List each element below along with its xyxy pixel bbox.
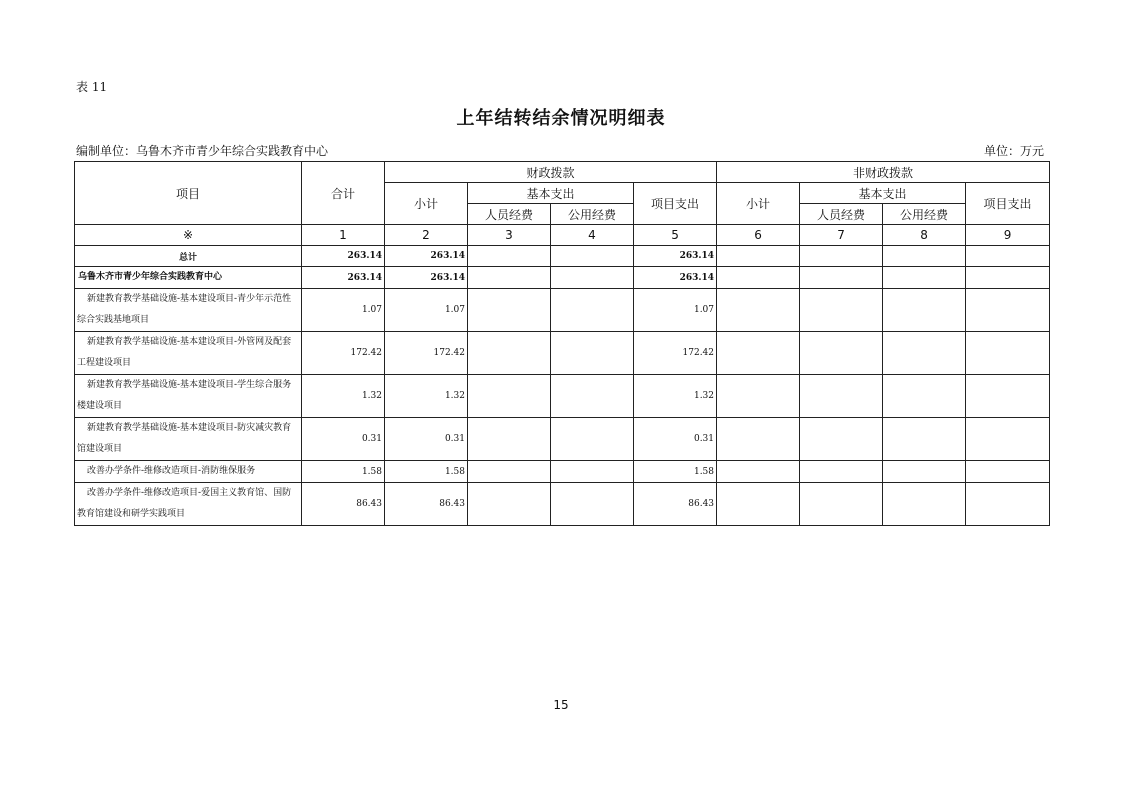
row-total: 0.31 [302, 418, 385, 461]
header-nonfiscal-public: 公用经费 [883, 204, 966, 225]
row-fiscal-personnel [468, 332, 551, 375]
index-cell: 1 [302, 225, 385, 246]
row-name: 新建教育教学基础设施-基本建设项目-学生综合服务楼建设项目 [75, 375, 302, 418]
index-cell: 4 [551, 225, 634, 246]
table-number: 表 11 [76, 80, 108, 94]
row-nf-subtotal [717, 332, 800, 375]
header-item: 项目 [75, 162, 302, 225]
header-fiscal-basic: 基本支出 [468, 183, 634, 204]
row-nf-subtotal [717, 461, 800, 483]
header-nonfiscal-personnel: 人员经费 [800, 204, 883, 225]
row-fiscal-subtotal: 1.32 [385, 375, 468, 418]
index-cell: 9 [966, 225, 1050, 246]
table-row [75, 332, 1050, 375]
row-nf-subtotal [717, 418, 800, 461]
header-fiscal-project: 项目支出 [634, 183, 717, 225]
unit-line: 单位：万元 [983, 144, 1044, 158]
row-nf-public [883, 418, 966, 461]
row-nf-public [883, 332, 966, 375]
table-row [75, 461, 1050, 483]
row-fiscal-subtotal: 172.42 [385, 332, 468, 375]
row-fiscal-project: 263.14 [634, 246, 717, 267]
table-row [75, 375, 1050, 418]
table-row [75, 289, 1050, 332]
row-fiscal-personnel [468, 483, 551, 526]
row-fiscal-subtotal: 263.14 [385, 267, 468, 289]
header-fiscal-public: 公用经费 [551, 204, 634, 225]
row-name: 乌鲁木齐市青少年综合实践教育中心 [75, 267, 302, 289]
row-total: 1.07 [302, 289, 385, 332]
row-nf-project [966, 461, 1050, 483]
row-fiscal-public [551, 332, 634, 375]
row-fiscal-public [551, 289, 634, 332]
header-fiscal: 财政拨款 [385, 162, 717, 183]
row-total: 1.58 [302, 461, 385, 483]
row-nf-public [883, 375, 966, 418]
row-fiscal-subtotal: 263.14 [385, 246, 468, 267]
row-fiscal-personnel [468, 375, 551, 418]
row-nf-personnel [800, 375, 883, 418]
page-title: 上年结转结余情况明细表 [456, 108, 666, 129]
row-fiscal-project: 86.43 [634, 483, 717, 526]
row-fiscal-public [551, 461, 634, 483]
row-fiscal-public [551, 246, 634, 267]
index-cell: 7 [800, 225, 883, 246]
row-fiscal-subtotal: 1.07 [385, 289, 468, 332]
row-nf-project [966, 375, 1050, 418]
row-fiscal-project: 172.42 [634, 332, 717, 375]
row-nf-public [883, 461, 966, 483]
row-fiscal-project: 0.31 [634, 418, 717, 461]
header-total: 合计 [302, 162, 385, 225]
row-total: 263.14 [302, 246, 385, 267]
row-name: 新建教育教学基础设施-基本建设项目-青少年示范性综合实践基地项目 [75, 289, 302, 332]
row-nf-public [883, 483, 966, 526]
row-fiscal-public [551, 483, 634, 526]
row-total: 172.42 [302, 332, 385, 375]
row-nf-public [883, 267, 966, 289]
row-fiscal-project: 1.58 [634, 461, 717, 483]
row-name: 改善办学条件-维修改造项目-爱国主义教育馆、国防教育馆建设和研学实践项目 [75, 483, 302, 526]
row-fiscal-project: 1.32 [634, 375, 717, 418]
row-total: 86.43 [302, 483, 385, 526]
row-nf-personnel [800, 332, 883, 375]
header-fiscal-personnel: 人员经费 [468, 204, 551, 225]
row-fiscal-public [551, 267, 634, 289]
row-nf-project [966, 289, 1050, 332]
header-nonfiscal: 非财政拨款 [717, 162, 1050, 183]
table-row-unit [75, 267, 1050, 289]
header-nonfiscal-project: 项目支出 [966, 183, 1050, 225]
row-fiscal-public [551, 418, 634, 461]
row-fiscal-personnel [468, 461, 551, 483]
row-fiscal-subtotal: 0.31 [385, 418, 468, 461]
row-nf-project [966, 332, 1050, 375]
row-nf-subtotal [717, 246, 800, 267]
row-fiscal-project: 263.14 [634, 267, 717, 289]
row-nf-personnel [800, 289, 883, 332]
row-fiscal-project: 1.07 [634, 289, 717, 332]
table-row [75, 483, 1050, 526]
row-name: 新建教育教学基础设施-基本建设项目-防灾减灾教育馆建设项目 [75, 418, 302, 461]
row-fiscal-personnel [468, 289, 551, 332]
table-row [75, 418, 1050, 461]
row-total: 263.14 [302, 267, 385, 289]
page-number: 15 [553, 698, 569, 712]
row-nf-project [966, 483, 1050, 526]
index-cell: 5 [634, 225, 717, 246]
row-nf-project [966, 267, 1050, 289]
table-row-grand-total [75, 246, 1050, 267]
row-nf-public [883, 289, 966, 332]
header-nonfiscal-basic: 基本支出 [800, 183, 966, 204]
row-fiscal-subtotal: 1.58 [385, 461, 468, 483]
row-nf-personnel [800, 246, 883, 267]
index-cell: 3 [468, 225, 551, 246]
index-cell: 6 [717, 225, 800, 246]
header-nonfiscal-subtotal: 小计 [717, 183, 800, 225]
row-nf-personnel [800, 418, 883, 461]
row-nf-personnel [800, 483, 883, 526]
header-fiscal-subtotal: 小计 [385, 183, 468, 225]
row-nf-subtotal [717, 375, 800, 418]
row-nf-personnel [800, 461, 883, 483]
carryover-detail-table [74, 161, 1050, 526]
row-fiscal-personnel [468, 246, 551, 267]
row-fiscal-personnel [468, 418, 551, 461]
row-name: 新建教育教学基础设施-基本建设项目-外管网及配套工程建设项目 [75, 332, 302, 375]
row-name: 总计 [75, 246, 302, 267]
row-nf-subtotal [717, 289, 800, 332]
index-row [75, 225, 1050, 246]
index-cell: 8 [883, 225, 966, 246]
index-cell: 2 [385, 225, 468, 246]
row-nf-project [966, 246, 1050, 267]
row-nf-project [966, 418, 1050, 461]
row-fiscal-personnel [468, 267, 551, 289]
row-fiscal-subtotal: 86.43 [385, 483, 468, 526]
row-total: 1.32 [302, 375, 385, 418]
organization-line: 编制单位：乌鲁木齐市青少年综合实践教育中心 [76, 144, 329, 158]
row-nf-public [883, 246, 966, 267]
row-nf-subtotal [717, 267, 800, 289]
row-nf-personnel [800, 267, 883, 289]
row-fiscal-public [551, 375, 634, 418]
row-name: 改善办学条件-维修改造项目-消防维保服务 [75, 461, 302, 483]
index-cell: ※ [75, 225, 302, 246]
row-nf-subtotal [717, 483, 800, 526]
